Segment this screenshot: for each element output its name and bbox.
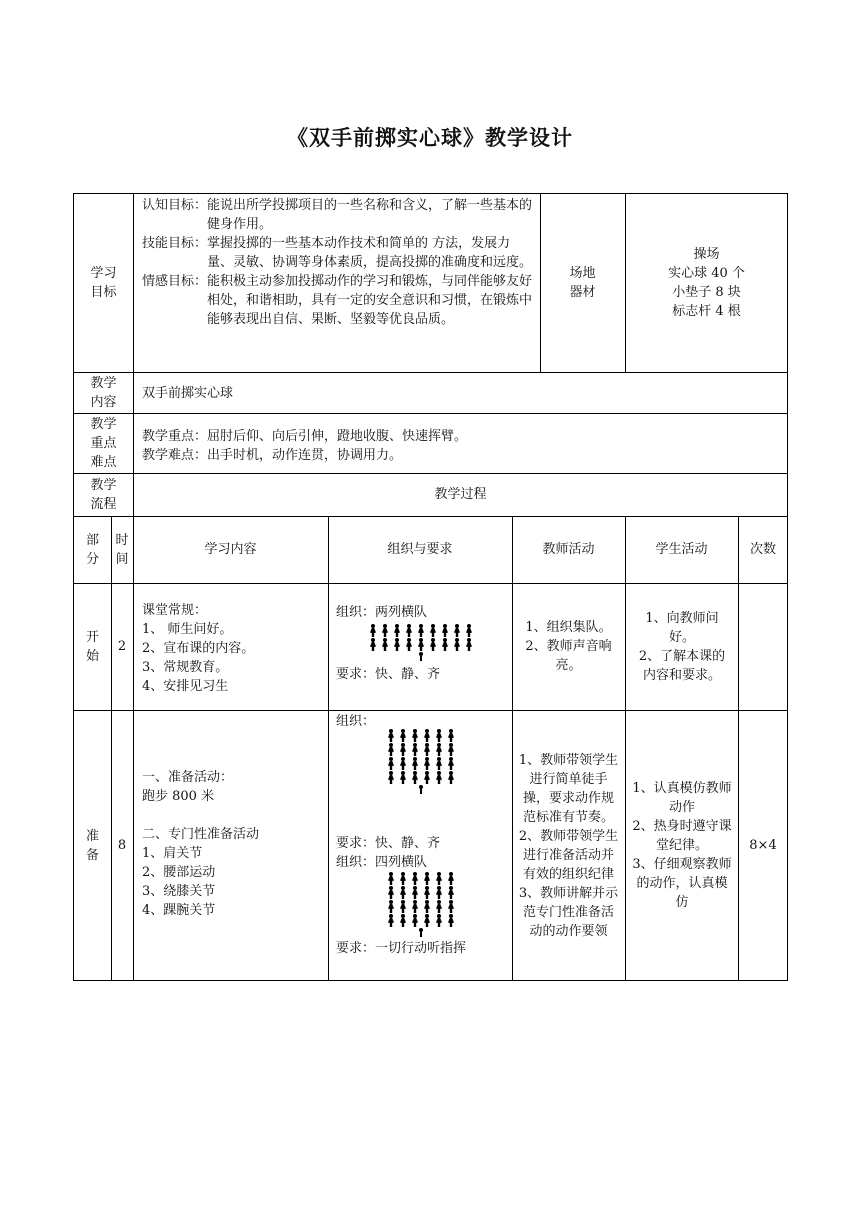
row-prep-student: 1、认真模仿教师动作 2、热身时遵守课堂纪律。 3、仔细观察教师的动作，认真模仿 — [632, 781, 732, 910]
row-start-part: 开 始 — [85, 629, 99, 664]
student-figure-icon — [388, 914, 394, 927]
student-figure-icon — [436, 900, 442, 913]
student-figure-icon — [388, 743, 394, 756]
venue-item: 小垫子 8 块 — [672, 285, 741, 300]
goals-header: 学习 目标 — [90, 266, 117, 300]
student-figure-icon — [448, 886, 454, 899]
student-figure-icon — [466, 638, 472, 651]
student-figure-icon — [412, 914, 418, 927]
student-figure-icon — [424, 872, 430, 885]
student-figure-icon — [448, 771, 454, 784]
student-figure-icon — [400, 729, 406, 742]
student-figure-icon — [454, 624, 460, 637]
student-figure-icon — [412, 757, 418, 770]
row-start-time: 2 — [117, 639, 127, 654]
student-figure-icon — [406, 638, 412, 651]
keypoints-text: 教学重点：屈肘后仰、向后引伸，蹬地收腹、快速挥臂。 教学难点：出手时机，动作连贯，协调用力。 — [142, 429, 468, 463]
student-figure-icon — [430, 638, 436, 651]
student-figure-icon — [424, 757, 430, 770]
col-time: 时 间 — [115, 532, 129, 567]
lesson-plan-table — [73, 193, 788, 981]
student-figure-icon — [448, 743, 454, 756]
student-figure-icon — [424, 771, 430, 784]
student-figure-icon — [454, 638, 460, 651]
student-figure-icon — [412, 729, 418, 742]
student-figure-icon — [394, 638, 400, 651]
student-figure-icon — [436, 914, 442, 927]
student-figure-icon — [400, 743, 406, 756]
document-title: 《双手前掷实心球》教学设计 — [287, 126, 573, 150]
row-start-teacher: 1、组织集队。 2、教师声音响亮。 — [525, 620, 612, 673]
student-figure-icon — [388, 729, 394, 742]
venue-header: 场地 器材 — [569, 266, 596, 300]
student-figure-icon — [442, 624, 448, 637]
student-figure-icon — [412, 872, 418, 885]
row-start-content: 课堂常规： 1、 师生问好。 2、宣布课的内容。 3、常规教育。 4、安排见习生 — [142, 603, 255, 694]
student-figure-icon — [466, 624, 472, 637]
col-student: 学生活动 — [655, 542, 708, 557]
student-figure-icon — [388, 771, 394, 784]
col-part: 部 分 — [85, 532, 99, 567]
formation-two-rows — [336, 624, 506, 661]
venue-list — [625, 194, 788, 372]
student-figure-icon — [382, 624, 388, 637]
student-figure-icon — [418, 638, 424, 651]
student-figure-icon — [436, 886, 442, 899]
student-figure-icon — [436, 729, 442, 742]
student-figure-icon — [424, 914, 430, 927]
goal-cognitive: 认知目标： 能说出所学投掷项目的一些名称和含义，了解一些基本的健身作用。 — [142, 198, 533, 232]
student-figure-icon — [448, 757, 454, 770]
student-figure-icon — [436, 743, 442, 756]
student-figure-icon — [430, 624, 436, 637]
student-figure-icon — [400, 886, 406, 899]
student-figure-icon — [388, 900, 394, 913]
student-figure-icon — [424, 743, 430, 756]
student-figure-icon — [424, 900, 430, 913]
formation-row — [336, 900, 506, 914]
formation-row — [336, 886, 506, 900]
student-figure-icon — [412, 743, 418, 756]
teacher-marker — [419, 785, 423, 794]
student-figure-icon — [412, 771, 418, 784]
student-figure-icon — [424, 729, 430, 742]
student-figure-icon — [436, 771, 442, 784]
student-figure-icon — [382, 638, 388, 651]
student-figure-icon — [400, 771, 406, 784]
row-start-count — [738, 583, 788, 710]
row-prep-org: 组织： 要求：快、静、齐 组织：四列横队 要求：一切行动听指挥 — [336, 712, 506, 958]
col-count: 次数 — [749, 542, 776, 557]
student-figure-icon — [388, 757, 394, 770]
student-figure-icon — [448, 900, 454, 913]
formation-row — [336, 914, 506, 928]
student-figure-icon — [448, 729, 454, 742]
student-figure-icon — [448, 914, 454, 927]
formation-row — [336, 872, 506, 886]
formation-row — [336, 638, 506, 652]
student-figure-icon — [400, 900, 406, 913]
formation-row — [336, 757, 506, 771]
student-figure-icon — [406, 624, 412, 637]
goal-skill: 技能目标： 掌握投掷的一些基本动作技术和简单的 方法，发展力量、灵敏、协调等身体素质，提高投掷的准确度和远度。 — [142, 236, 533, 270]
student-figure-icon — [400, 914, 406, 927]
goal-emotional: 情感目标： 能积极主动参加投掷动作的学习和锻炼，与同伴能够友好相处，和谐相助，具有一定的安全意识和习惯，在锻炼中能够表现出自信、果断、坚毅等优良品质。 — [142, 274, 533, 327]
student-figure-icon — [412, 886, 418, 899]
formation-row — [336, 771, 506, 785]
student-figure-icon — [442, 638, 448, 651]
formation-row — [336, 729, 506, 743]
goals-list — [142, 196, 534, 329]
student-figure-icon — [370, 638, 376, 651]
col-content: 学习内容 — [204, 542, 257, 557]
student-figure-icon — [412, 900, 418, 913]
student-figure-icon — [388, 886, 394, 899]
keypoints-header: 教学 重点 难点 — [90, 416, 117, 470]
row-start-student: 1、向教师问好。 2、了解本课的内容和要求。 — [638, 610, 726, 683]
student-figure-icon — [400, 757, 406, 770]
student-figure-icon — [388, 872, 394, 885]
student-figure-icon — [418, 624, 424, 637]
student-figure-icon — [448, 872, 454, 885]
row-prep-count: 8×4 — [749, 838, 777, 853]
student-figure-icon — [436, 757, 442, 770]
content-text: 双手前掷实心球 — [142, 386, 234, 401]
row-prep-time: 8 — [117, 838, 127, 853]
formation-columns — [336, 729, 506, 794]
flow-text: 教学过程 — [434, 487, 487, 502]
teacher-marker — [419, 928, 423, 937]
venue-item: 实心球 40 个 — [668, 266, 745, 281]
teacher-marker — [419, 652, 423, 661]
student-figure-icon — [424, 886, 430, 899]
content-header: 教学 内容 — [90, 375, 117, 410]
venue-item: 标志杆 4 根 — [672, 304, 741, 319]
row-prep-part: 准 备 — [85, 828, 99, 863]
row-prep-teacher: 1、教师带领学生进行简单徒手操，要求动作规范标准有节奏。 2、教师带领学生进行准备活动并有效的组织纪律 3、教师讲解并示范专门性准备活动的动作要领 — [518, 752, 619, 939]
formation-row — [336, 624, 506, 638]
col-teacher: 教师活动 — [542, 542, 595, 557]
row-prep-content: 一、准备活动： 跑步 800 米 二、专门性准备活动 1、肩关节 2、腰部运动 3、绕膝关节 4、踝腕关节 — [142, 770, 260, 918]
formation-four-rows — [336, 872, 506, 937]
flow-header: 教学 流程 — [90, 477, 117, 512]
student-figure-icon — [436, 872, 442, 885]
student-figure-icon — [400, 872, 406, 885]
student-figure-icon — [394, 624, 400, 637]
row-start-org: 组织：两列横队 要求：快、静、齐 — [336, 603, 506, 684]
formation-row — [336, 743, 506, 757]
student-figure-icon — [370, 624, 376, 637]
venue-item: 操场 — [693, 247, 720, 262]
col-org: 组织与要求 — [387, 542, 453, 557]
